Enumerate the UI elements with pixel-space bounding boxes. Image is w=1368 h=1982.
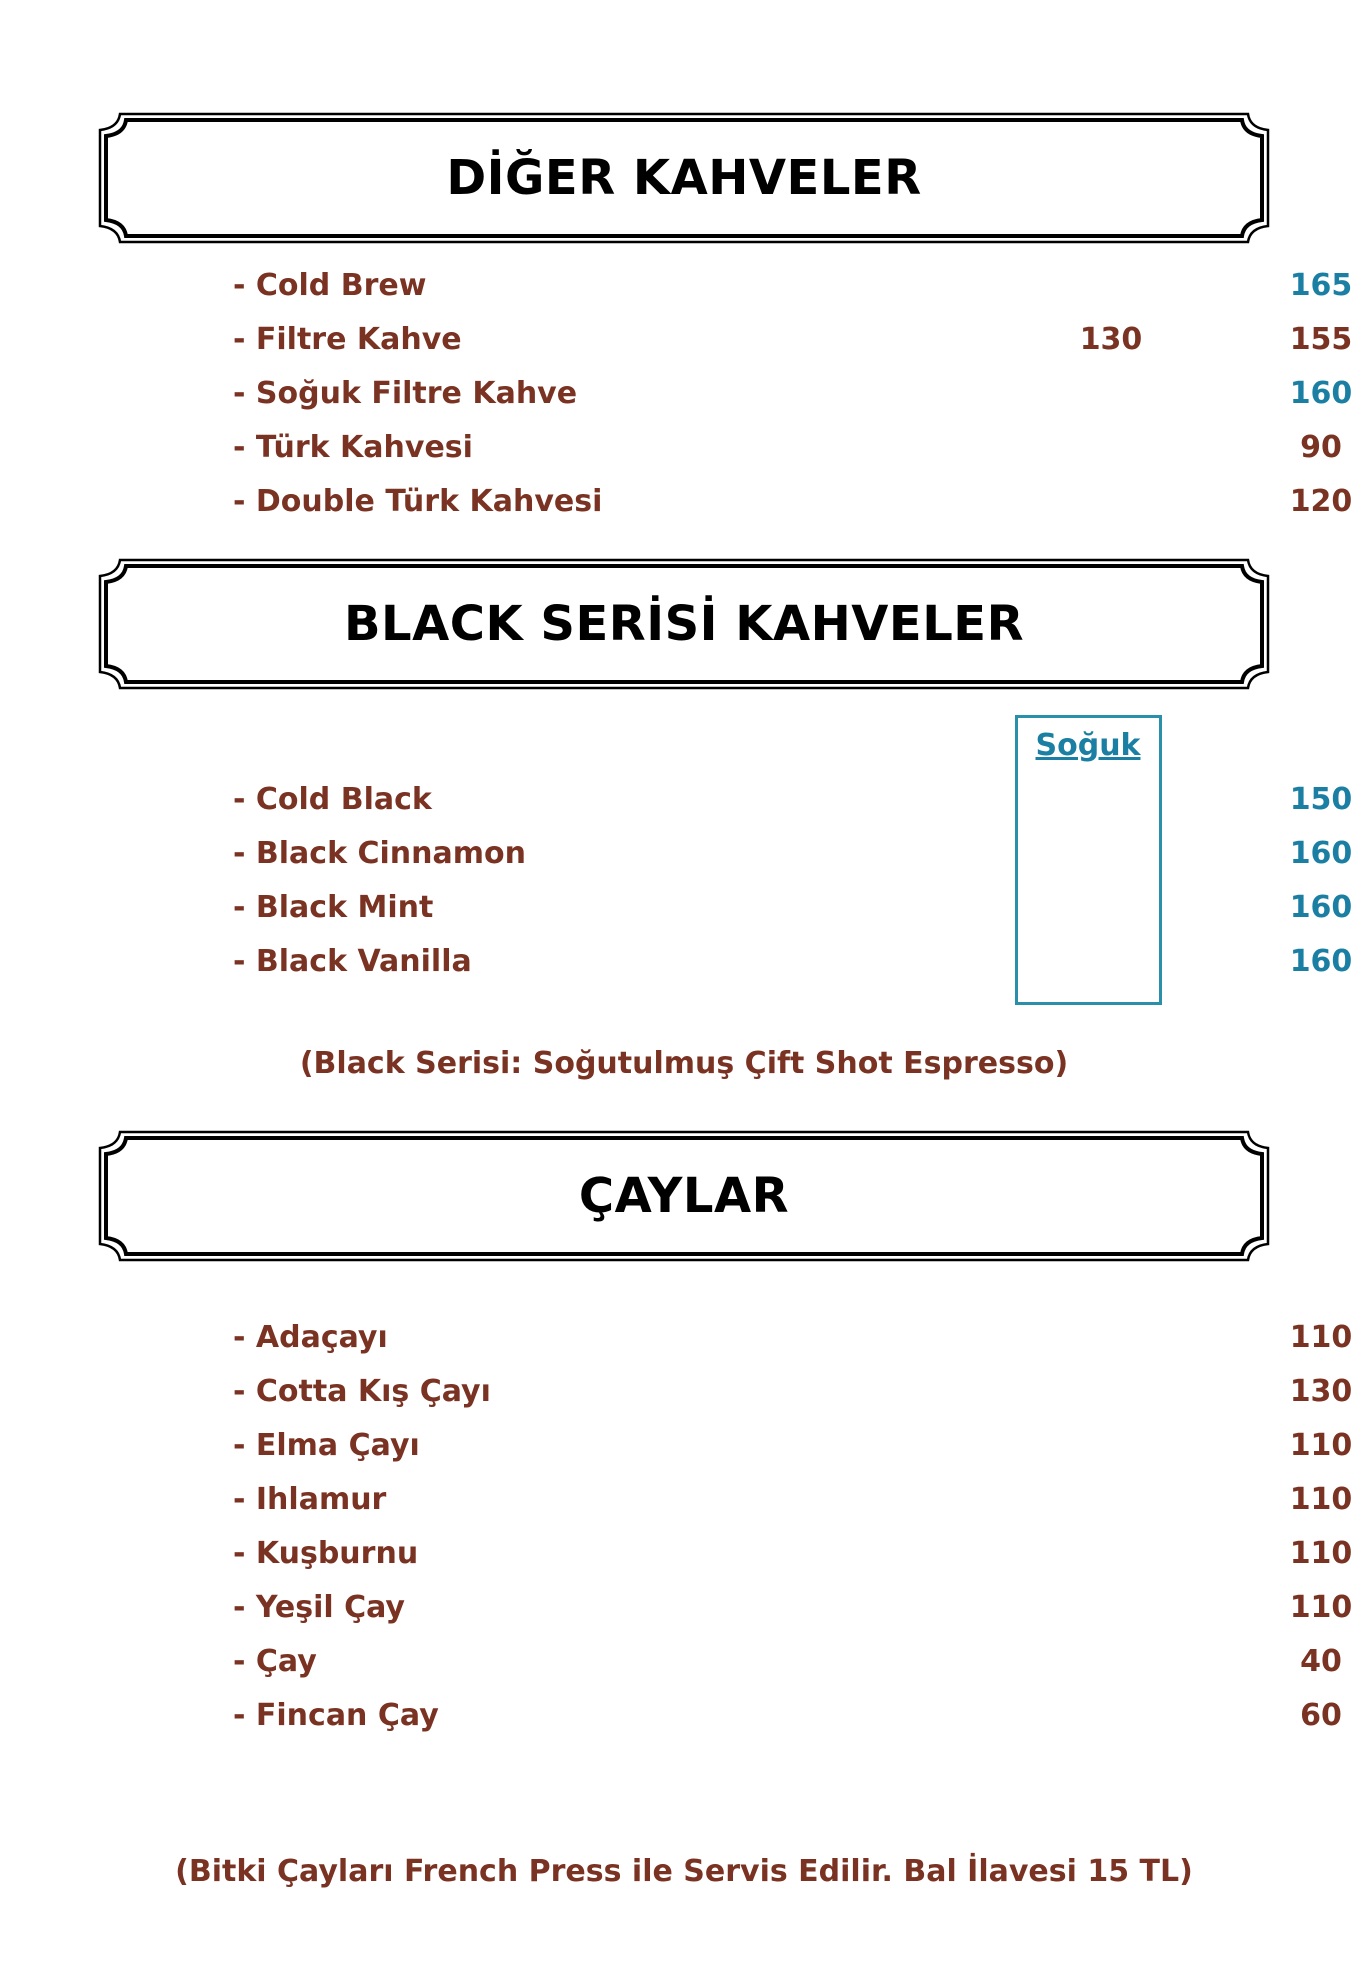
item-price: 165 [1289, 268, 1353, 303]
item-name: - Black Cinnamon [233, 836, 526, 871]
section-banner-caylar [98, 1130, 1270, 1262]
item-name: - Cold Black [233, 782, 432, 817]
item-name: - Filtre Kahve [233, 322, 462, 357]
menu-item [233, 1374, 1353, 1414]
cold-column-header: Soğuk [1035, 728, 1141, 763]
menu-item [233, 376, 1353, 416]
section-note: (Black Serisi: Soğutulmuş Çift Shot Espresso) [299, 1046, 1069, 1081]
item-price: 60 [1300, 1698, 1342, 1733]
section-title: ÇAYLAR [578, 1168, 790, 1224]
menu-item [233, 322, 1353, 362]
menu-item [233, 1482, 1353, 1522]
item-price: 160 [1289, 836, 1353, 871]
item-name: - Soğuk Filtre Kahve [233, 376, 578, 411]
menu-item [233, 1320, 1353, 1360]
item-name: - Black Mint [233, 890, 434, 925]
menu-item [233, 484, 1353, 524]
section-title: BLACK SERİSİ KAHVELER [343, 596, 1025, 652]
section-note: (Bitki Çayları French Press ile Servis Edilir. Bal İlavesi 15 TL) [175, 1854, 1193, 1889]
menu-item [233, 268, 1353, 308]
menu-item [233, 890, 1353, 930]
item-name: - Cotta Kış Çayı [233, 1374, 491, 1409]
menu-item [233, 1428, 1353, 1468]
item-price: 150 [1289, 782, 1353, 817]
menu-item [233, 1590, 1353, 1630]
section-banner-diger-kahveler [98, 112, 1270, 244]
item-name: - Cold Brew [233, 268, 427, 303]
item-name: - Double Türk Kahvesi [233, 484, 603, 519]
item-name: - Elma Çayı [233, 1428, 420, 1463]
item-price: 110 [1289, 1428, 1353, 1463]
menu-item [233, 836, 1353, 876]
item-price: 155 [1289, 322, 1353, 357]
menu-item [233, 944, 1353, 984]
menu-item [233, 1644, 1342, 1684]
item-name: - Türk Kahvesi [233, 430, 473, 465]
menu-item [233, 782, 1353, 822]
item-price: 90 [1300, 430, 1342, 465]
item-price: 130 [1289, 1374, 1353, 1409]
item-name: - Yeşil Çay [233, 1590, 405, 1625]
item-price-alt: 130 [1079, 322, 1143, 357]
item-name: - Adaçayı [233, 1320, 388, 1355]
item-name: - Black Vanilla [233, 944, 472, 979]
section-title: DİĞER KAHVELER [446, 150, 922, 206]
item-name: - Kuşburnu [233, 1536, 419, 1571]
section-banner-black-serisi [98, 558, 1270, 690]
item-name: - Çay [233, 1644, 317, 1679]
item-price: 40 [1300, 1644, 1342, 1679]
item-price: 160 [1289, 890, 1353, 925]
item-price: 110 [1289, 1536, 1353, 1571]
item-price: 120 [1289, 484, 1353, 519]
item-price: 160 [1289, 944, 1353, 979]
item-price: 110 [1289, 1320, 1353, 1355]
item-price: 110 [1289, 1482, 1353, 1517]
item-price: 160 [1289, 376, 1353, 411]
menu-item [233, 1698, 1342, 1738]
menu-item [233, 430, 1342, 470]
item-price: 110 [1289, 1590, 1353, 1625]
menu-item [233, 1536, 1353, 1576]
item-name: - Ihlamur [233, 1482, 387, 1517]
item-name: - Fincan Çay [233, 1698, 439, 1733]
